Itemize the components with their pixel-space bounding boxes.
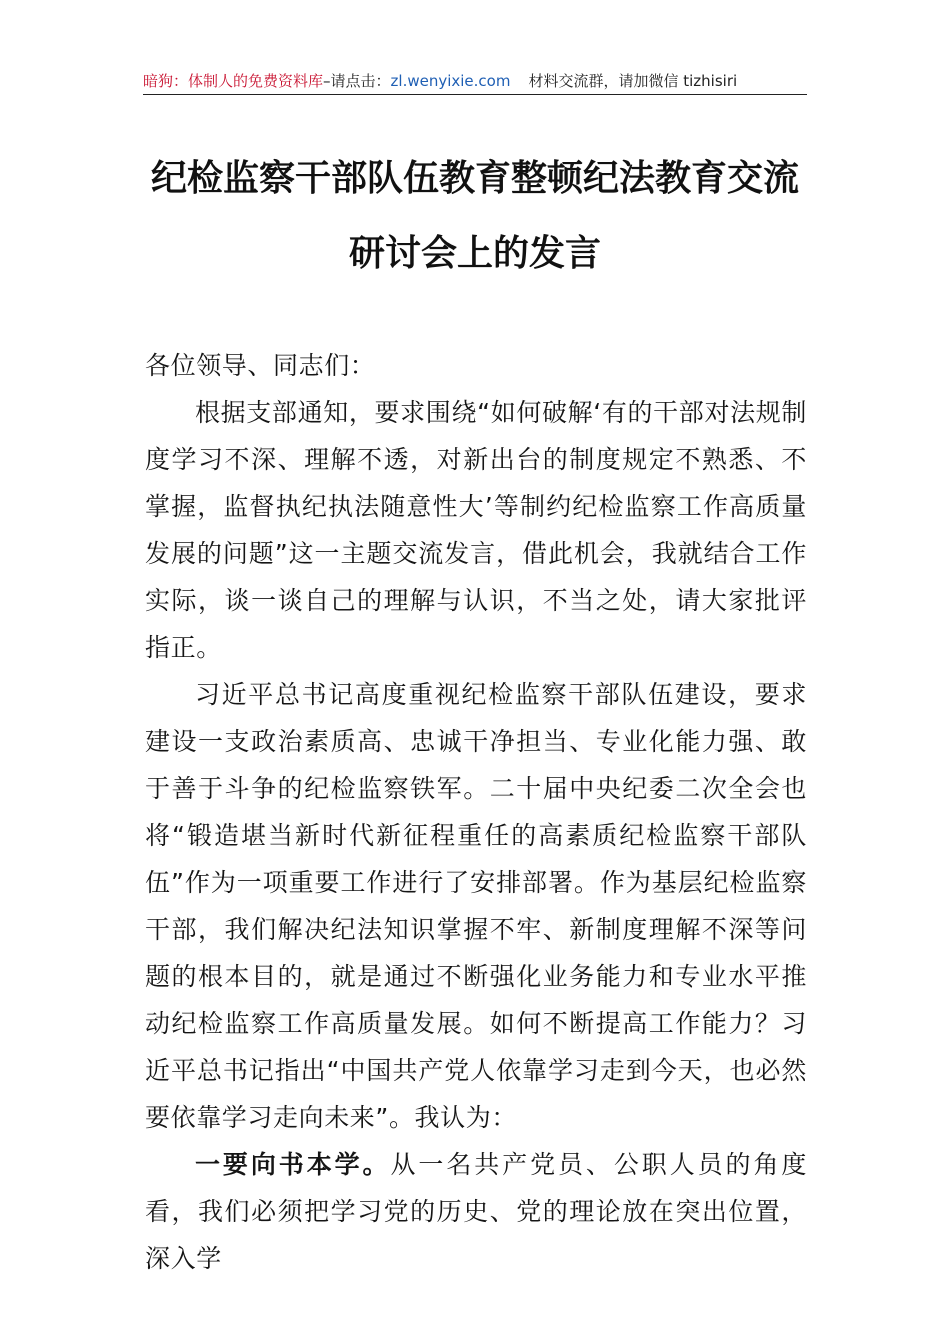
page-header (143, 68, 807, 95)
document-body (145, 342, 807, 1282)
paragraph-3-lead: 一要向书本学。 (195, 1150, 391, 1179)
header-wechat-note: 材料交流群，请加微信 tizhisiri (528, 72, 738, 90)
paragraph-1: 根据支部通知，要求围绕“如何破解‘有的干部对法规制度学习不深、理解不透，对新出台的制度规定不熟悉、不掌握，监督执纪执法随意性大’等制约纪检监察工作高质量发展的问题”这一主题交流发言，借此机会，我就结合工作实际，谈一谈自己的理解与认识，不当之处，请大家批评指正。 (145, 398, 807, 662)
paragraph-3 (145, 1141, 807, 1282)
header-link[interactable]: zl.wenyixie.com (390, 72, 511, 90)
document-title-line-1: 纪检监察干部队伍教育整顿纪法教育交流 (150, 157, 799, 199)
paragraph-3-text: 从一名共产党员、公职人员的角度看，我们必须把学习党的历史、党的理论放在突出位置，深入学 (145, 1150, 807, 1273)
header-brand: 暗狗：体制人的免费资料库 (143, 72, 324, 90)
header-prompt: –请点击： (323, 72, 391, 90)
document-title-line-2: 研讨会上的发言 (348, 232, 601, 274)
salutation: 各位领导、同志们： (145, 351, 376, 380)
paragraph-2: 习近平总书记高度重视纪检监察干部队伍建设，要求建设一支政治素质高、忠诚干净担当、专业化能力强、敢于善于斗争的纪检监察铁军。二十届中央纪委二次全会也将“锻造堪当新时代新征程重任的高素质纪检监察干部队伍”作为一项重要工作进行了安排部署。作为基层纪检监察干部，我们解决纪法知识掌握不牢、新制度理解不深等问题的根本目的，就是通过不断强化业务能力和专业水平推动纪检监察工作高质量发展。如何不断提高工作能力？习近平总书记指出“中国共产党人依靠学习走到今天，也必然要依靠学习走向未来”。我认为： (145, 680, 807, 1132)
